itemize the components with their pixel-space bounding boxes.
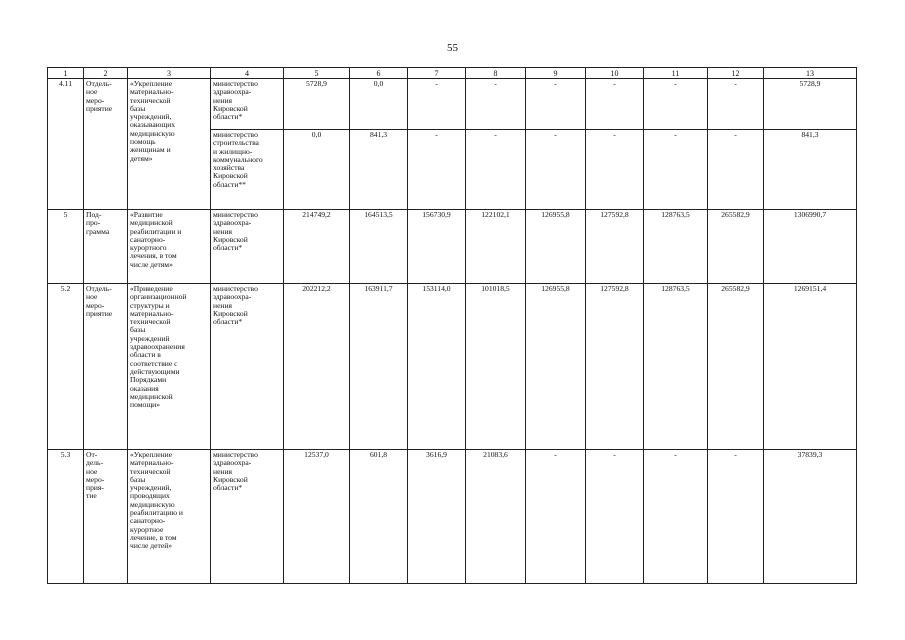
value-cell: 164513,5: [350, 210, 408, 284]
row-executor: министерство строительства и жилищно- коммунального хозяйства Кировской области**: [211, 130, 284, 210]
header-cell: 3: [128, 68, 211, 79]
value-cell: 153114,0: [408, 284, 466, 450]
value-cell: 5728,9: [764, 79, 857, 130]
value-cell: 128763,5: [644, 210, 708, 284]
row-type: Под- про- грамма: [84, 210, 128, 284]
value-cell: 1306990,7: [764, 210, 857, 284]
header-cell: 5: [284, 68, 350, 79]
value-cell: 163911,7: [350, 284, 408, 450]
value-cell: -: [708, 450, 764, 584]
value-cell: 0,0: [284, 130, 350, 210]
value-cell: -: [408, 130, 466, 210]
row-name: «Укрепление материально- технической базы учреждений, проводящих медицинскую реабилитацию и санаторно- курортное лечение, в том числе детей»: [128, 450, 211, 584]
row-type: От- дель- ное меро- прия- тие: [84, 450, 128, 584]
value-cell: 101018,5: [466, 284, 526, 450]
table-row: [48, 79, 857, 130]
value-cell: -: [526, 79, 586, 130]
row-type: Отдель- ное меро- приятие: [84, 79, 128, 210]
value-cell: -: [466, 79, 526, 130]
value-cell: 214749,2: [284, 210, 350, 284]
row-number: 5: [48, 210, 84, 284]
header-row: [48, 68, 857, 79]
value-cell: 127592,8: [586, 284, 644, 450]
value-cell: -: [708, 79, 764, 130]
value-cell: 122102,1: [466, 210, 526, 284]
value-cell: 601,8: [350, 450, 408, 584]
value-cell: 126955,8: [526, 210, 586, 284]
row-executor: министерство здравоохра- нения Кировской области*: [211, 284, 284, 450]
value-cell: -: [644, 79, 708, 130]
row-name: «Развитие медицинской реабилитации и санаторно- курортного лечения, в том числе детям»: [128, 210, 211, 284]
header-cell: 7: [408, 68, 466, 79]
header-cell: 10: [586, 68, 644, 79]
value-cell: -: [466, 130, 526, 210]
header-cell: 1: [48, 68, 84, 79]
value-cell: -: [526, 130, 586, 210]
value-cell: 3616,9: [408, 450, 466, 584]
row-executor: министерство здравоохра- нения Кировской области*: [211, 79, 284, 130]
row-name: «Укрепление материально- технической базы учреждений, оказывающих медицинскую помощь женщинам и детям»: [128, 79, 211, 210]
value-cell: -: [526, 450, 586, 584]
row-executor: министерство здравоохра- нения Кировской области*: [211, 450, 284, 584]
value-cell: 265582,9: [708, 284, 764, 450]
value-cell: 0,0: [350, 79, 408, 130]
header-cell: 13: [764, 68, 857, 79]
value-cell: 265582,9: [708, 210, 764, 284]
header-cell: 9: [526, 68, 586, 79]
value-cell: -: [644, 130, 708, 210]
value-cell: -: [708, 130, 764, 210]
row-name: «Приведение организационной структуры и материально- технической базы учреждений здравоохранения области в соответствие с действующими Порядками оказания медицинской помощи»: [128, 284, 211, 450]
header-cell: 6: [350, 68, 408, 79]
value-cell: -: [586, 130, 644, 210]
row-number: 5.3: [48, 450, 84, 584]
value-cell: 841,3: [350, 130, 408, 210]
row-type: Отдель- ное меро- приятие: [84, 284, 128, 450]
value-cell: 127592,8: [586, 210, 644, 284]
value-cell: -: [586, 79, 644, 130]
table-row: [48, 284, 857, 450]
header-cell: 4: [211, 68, 284, 79]
page-number: 55: [447, 42, 458, 54]
value-cell: 5728,9: [284, 79, 350, 130]
header-cell: 11: [644, 68, 708, 79]
table-row: [48, 210, 857, 284]
value-cell: -: [586, 450, 644, 584]
value-cell: 37839,3: [764, 450, 857, 584]
header-cell: 8: [466, 68, 526, 79]
value-cell: 841,3: [764, 130, 857, 210]
value-cell: 128763,5: [644, 284, 708, 450]
value-cell: 156730,9: [408, 210, 466, 284]
value-cell: 21083,6: [466, 450, 526, 584]
table-body: [48, 68, 857, 584]
value-cell: 126955,8: [526, 284, 586, 450]
row-number: 4.11: [48, 79, 84, 210]
row-executor: министерство здравоохра- нения Кировской области*: [211, 210, 284, 284]
value-cell: 1269151,4: [764, 284, 857, 450]
budget-table: [47, 67, 857, 584]
header-cell: 12: [708, 68, 764, 79]
row-number: 5.2: [48, 284, 84, 450]
table-row: [48, 450, 857, 584]
header-cell: 2: [84, 68, 128, 79]
value-cell: 202212,2: [284, 284, 350, 450]
value-cell: -: [408, 79, 466, 130]
value-cell: -: [644, 450, 708, 584]
value-cell: 12537,0: [284, 450, 350, 584]
